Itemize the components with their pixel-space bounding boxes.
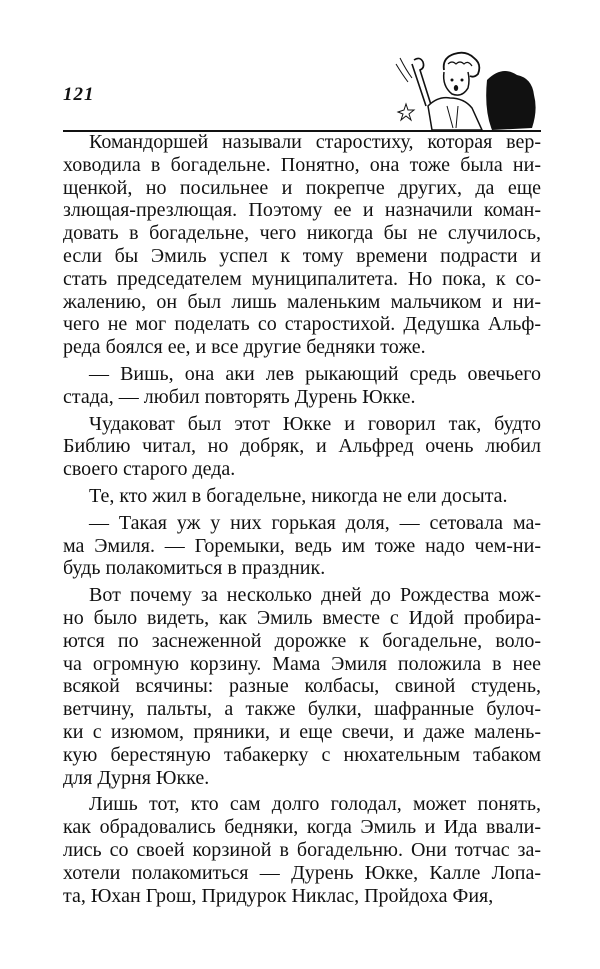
- text-line: стать председателем муниципалитета. Но пока, к со-: [63, 267, 541, 290]
- text-line: ма Эмиля. — Горемыки, ведь им тоже надо чем-ни-: [63, 534, 541, 557]
- text-line: ветчину, пальты, а также булки, шафранные булоч-: [63, 698, 541, 721]
- text-line: Командоршей называли старостиху, которая вер-: [89, 131, 541, 153]
- paragraph: [63, 485, 541, 508]
- text-line: кую берестяную табакерку с нюхательным табаком: [63, 743, 541, 766]
- text-line: Библию читал, но добряк, и Альфред очень любил: [63, 435, 541, 458]
- text-line: та, Юхан Грош, Придурок Никлас, Пройдоха Фия,: [63, 884, 494, 907]
- paragraph: [63, 584, 541, 789]
- text-line: ча огромную корзину. Мама Эмиля положила в нее: [63, 652, 541, 675]
- text-line: всякой всячины: разные колбасы, свиной студень,: [63, 675, 541, 698]
- paragraph: [63, 363, 541, 409]
- text-line: но было видеть, как Эмиль вместе с Идой пробира-: [63, 606, 541, 629]
- text-line: — Такая уж у них горькая доля, — сетовала ма-: [89, 511, 541, 534]
- body-text: [63, 131, 541, 911]
- text-line: Лишь тот, кто сам долго голодал, может понять,: [89, 793, 541, 816]
- paragraph: [63, 512, 541, 580]
- text-line: если бы Эмиль успел к тому времени подрасти и: [63, 244, 541, 267]
- text-line: Те, кто жил в богадельне, никогда не ели досыта.: [89, 484, 508, 507]
- text-line: ются по заснеженной дорожке к богадельне, воло-: [63, 629, 541, 652]
- text-line: — Вишь, она аки лев рыкающий средь овечьего: [89, 362, 541, 385]
- text-line: своего старого деда.: [63, 458, 236, 481]
- text-line: жалению, он был лишь маленьким мальчиком и ни-: [63, 290, 541, 313]
- text-line: злющая-презлющая. Поэтому ее и назначили коман-: [63, 199, 541, 222]
- text-line: как обрадовались бедняки, когда Эмиль и Ида ввали-: [63, 816, 541, 839]
- paragraph: [63, 793, 541, 907]
- paragraph: [63, 131, 541, 359]
- text-line: лись со своей корзиной в богадельню. Они тотчас за-: [63, 838, 541, 861]
- paragraph: [63, 413, 541, 481]
- text-line: довать в богадельне, чего никогда бы не случилось,: [63, 222, 541, 245]
- text-line: для Дурня Юкке.: [63, 766, 210, 789]
- text-line: чего не мог поделать со старостихой. Дедушка Альф-: [63, 313, 541, 336]
- text-line: Вот почему за несколько дней до Рождества мож-: [89, 584, 541, 607]
- text-line: ховодила в богадельне. Понятно, она тоже была ни-: [63, 153, 541, 176]
- text-line: Чудаковат был этот Юкке и говорил так, будто: [89, 412, 541, 435]
- text-line: ки с изюмом, пряники, и еще свечи, и даже малень-: [63, 720, 541, 743]
- text-line: будь полакомиться в праздник.: [63, 557, 326, 580]
- text-line: щенкой, но посильнее и покрепче других, да еще: [63, 176, 541, 199]
- text-line: хотели полакомиться — Дурень Юкке, Калле Лопа-: [63, 861, 541, 884]
- page-number: 121: [63, 84, 95, 105]
- boy-with-raised-fist-illustration-icon: [392, 50, 542, 132]
- text-line: стада, — любил повторять Дурень Юкке.: [63, 385, 416, 408]
- text-line: реда боялся ее, и все другие бедняки тоже.: [63, 336, 426, 359]
